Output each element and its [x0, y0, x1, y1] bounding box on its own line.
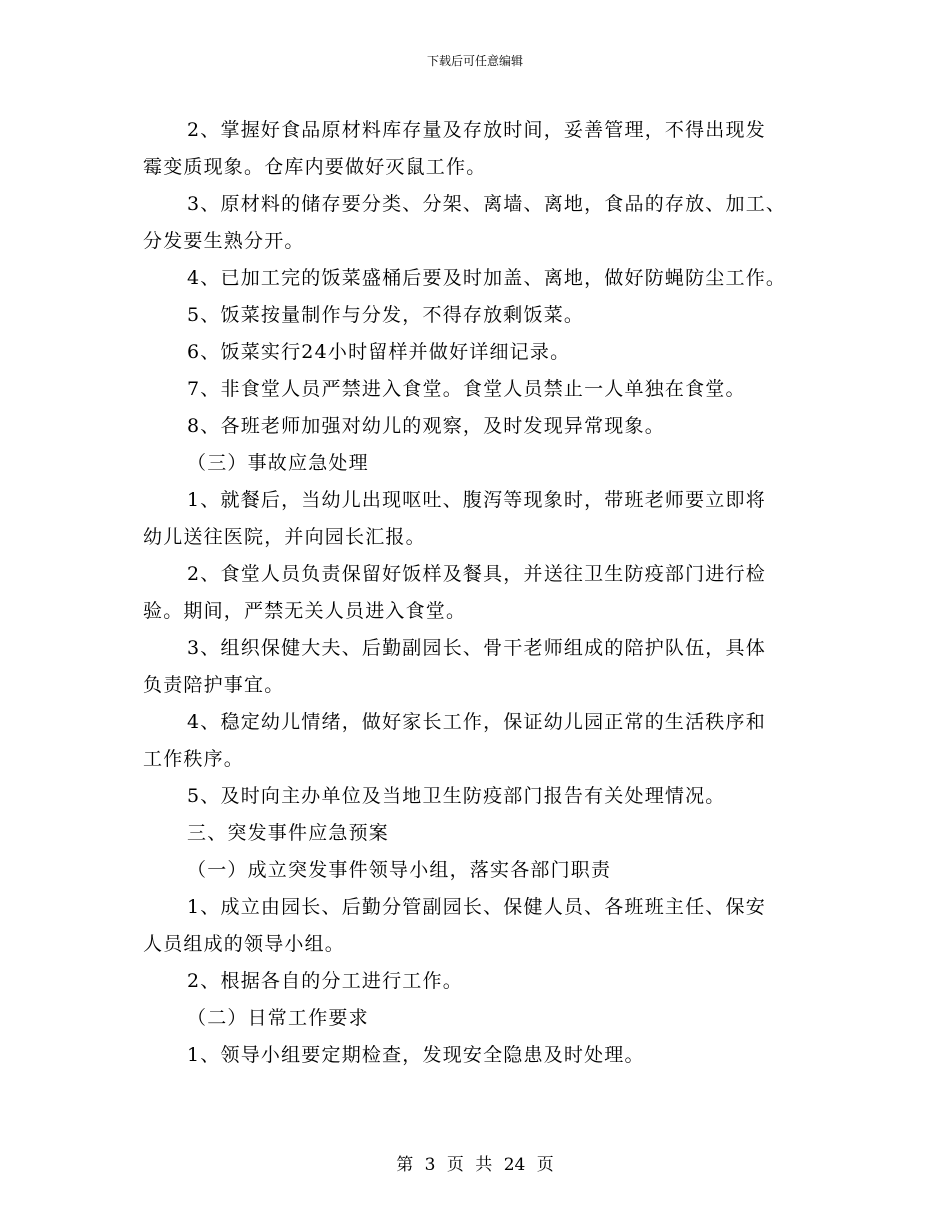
paragraph-continuation: 负责陪护事宜。: [143, 674, 285, 696]
document-body: [143, 112, 813, 1074]
page-header: 下载后可任意编辑: [426, 54, 523, 68]
paragraph-continuation: 工作秩序。: [143, 748, 245, 770]
paragraph-line: 3、原材料的储存要分类、分架、离墙、离地，食品的存放、加工、: [187, 193, 787, 215]
paragraph-line: （二）日常工作要求: [187, 1007, 369, 1029]
paragraph-continuation: 人员组成的领导小组。: [143, 933, 346, 955]
paragraph-line: 4、稳定幼儿情绪，做好家长工作，保证幼儿园正常的生活秩序和: [187, 711, 766, 733]
paragraph-continuation: 分发要生熟分开。: [143, 230, 305, 252]
paragraph-line: 3、组织保健大夫、后勤副园长、骨干老师组成的陪护队伍，具体: [187, 637, 766, 659]
paragraph-line: 2、根据各自的分工进行工作。: [187, 970, 463, 992]
paragraph-line: 4、已加工完的饭菜盛桶后要及时加盖、离地，做好防蝇防尘工作。: [187, 267, 787, 289]
paragraph-line: 6、饭菜实行24小时留样并做好详细记录。: [187, 341, 571, 363]
paragraph-line: 8、各班老师加强对幼儿的观察，及时发现异常现象。: [187, 415, 665, 437]
paragraph-line: 1、成立由园长、后勤分管副园长、保健人员、各班班主任、保安: [187, 896, 766, 918]
paragraph-line: 1、领导小组要定期检查，发现安全隐患及时处理。: [187, 1044, 645, 1066]
paragraph-continuation: 幼儿送往医院，并向园长汇报。: [143, 526, 426, 548]
paragraph-line: （三）事故应急处理: [187, 452, 369, 474]
paragraph-line: （一）成立突发事件领导小组，落实各部门职责: [187, 859, 612, 881]
paragraph-continuation: 霉变质现象。仓库内要做好灭鼠工作。: [143, 156, 487, 178]
paragraph-line: 2、食堂人员负责保留好饭样及餐具，并送往卫生防疫部门进行检: [187, 563, 766, 585]
paragraph-line: 三、突发事件应急预案: [187, 822, 390, 844]
page-footer: 第 3 页 共 24 页: [396, 1155, 554, 1175]
paragraph-line: 7、非食堂人员严禁进入食堂。食堂人员禁止一人单独在食堂。: [187, 378, 746, 400]
paragraph-line: 5、及时向主办单位及当地卫生防疫部门报告有关处理情况。: [187, 785, 726, 807]
paragraph-line: 1、就餐后，当幼儿出现呕吐、腹泻等现象时，带班老师要立即将: [187, 489, 766, 511]
paragraph-line: 5、饭菜按量制作与分发，不得存放剩饭菜。: [187, 304, 585, 326]
paragraph-continuation: 验。期间，严禁无关人员进入食堂。: [143, 600, 467, 622]
paragraph-line: 2、掌握好食品原材料库存量及存放时间，妥善管理，不得出现发: [187, 119, 766, 141]
